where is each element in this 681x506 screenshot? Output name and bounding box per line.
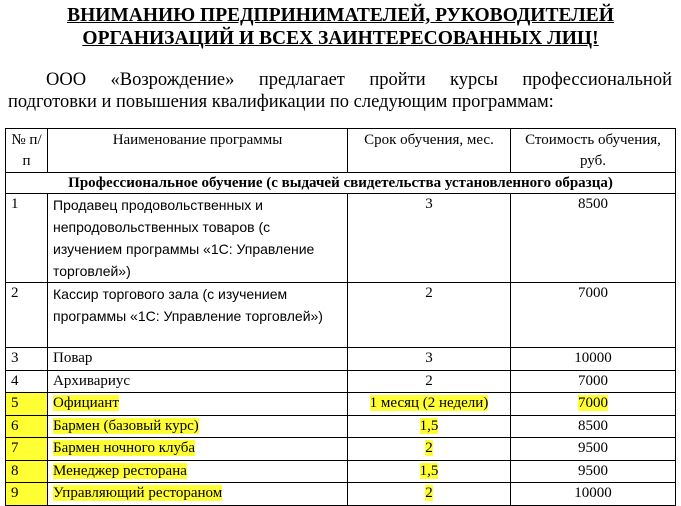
intro-line-2: подготовки и повышения квалификации по следующим программам: — [8, 92, 554, 112]
table-row-highlighted — [6, 393, 676, 416]
row-num: 1 — [6, 194, 48, 283]
table-row — [6, 370, 676, 393]
title-line-1: ВНИМАНИЮ ПРЕДПРИНИМАТЕЛЕЙ, РУКОВОДИТЕЛЕЙ — [67, 5, 614, 26]
row-cost: 9500 — [511, 460, 676, 483]
row-name: Продавец продовольственных и непродовольственных товаров (с изучением программы «1С: Управление торговлей») — [48, 194, 348, 283]
programs-table — [5, 128, 676, 506]
row-num: 3 — [6, 348, 48, 371]
header-num: № п/п — [6, 129, 48, 173]
row-num: 9 — [6, 483, 48, 506]
row-name: Архивариус — [48, 370, 348, 393]
row-num: 5 — [6, 393, 48, 416]
row-cost: 7000 — [511, 283, 676, 348]
row-name: Управляющий рестораном — [53, 485, 223, 501]
page-title — [0, 4, 681, 50]
row-duration: 2 — [348, 283, 511, 348]
row-duration: 1,5 — [419, 462, 439, 479]
table-row — [6, 283, 676, 348]
row-cost: 10000 — [511, 483, 676, 506]
intro-line-1: ООО «Возрождение» предлагает пройти курсы профессиональной — [46, 70, 672, 90]
table-row-highlighted — [6, 415, 676, 438]
row-name: Бармен ночного клуба — [53, 440, 196, 456]
section-row — [6, 173, 676, 194]
row-name: Официант — [53, 395, 119, 411]
row-duration: 1,5 — [419, 417, 439, 434]
table-row-highlighted — [6, 460, 676, 483]
row-cost: 8500 — [511, 415, 676, 438]
table-row — [6, 194, 676, 283]
section-title: Профессиональное обучение (с выдачей свидетельства установленного образца) — [6, 173, 676, 194]
table-row-highlighted — [6, 438, 676, 461]
row-duration: 1 месяц (2 недели) — [369, 395, 489, 411]
row-duration: 2 — [425, 440, 433, 456]
row-cost: 7000 — [578, 395, 608, 411]
row-duration: 3 — [348, 194, 511, 283]
row-num: 6 — [6, 415, 48, 438]
header-cost: Стоимость обучения, руб. — [511, 129, 676, 173]
row-cost: 10000 — [511, 348, 676, 371]
header-duration: Срок обучения, мес. — [348, 129, 511, 173]
title-line-2: ОРГАНИЗАЦИЙ И ВСЕХ ЗАИНТЕРЕСОВАННЫХ ЛИЦ! — [82, 28, 599, 49]
row-num: 2 — [6, 283, 48, 348]
row-duration: 2 — [425, 485, 433, 501]
intro-paragraph — [8, 69, 672, 113]
row-num: 4 — [6, 370, 48, 393]
row-name: Менеджер ресторана — [53, 462, 187, 479]
row-name: Кассир торгового зала (с изучением программы «1С: Управление торговлей») — [48, 283, 348, 348]
row-name: Бармен (базовый курс) — [53, 417, 199, 434]
row-cost: 9500 — [511, 438, 676, 461]
table-header-row — [6, 129, 676, 173]
row-duration: 2 — [348, 370, 511, 393]
row-name: Повар — [48, 348, 348, 371]
row-num: 8 — [6, 460, 48, 483]
header-name: Наименование программы — [48, 129, 348, 173]
row-cost: 8500 — [511, 194, 676, 283]
table-row — [6, 348, 676, 371]
row-duration: 3 — [348, 348, 511, 371]
row-cost: 7000 — [511, 370, 676, 393]
row-num: 7 — [6, 438, 48, 461]
